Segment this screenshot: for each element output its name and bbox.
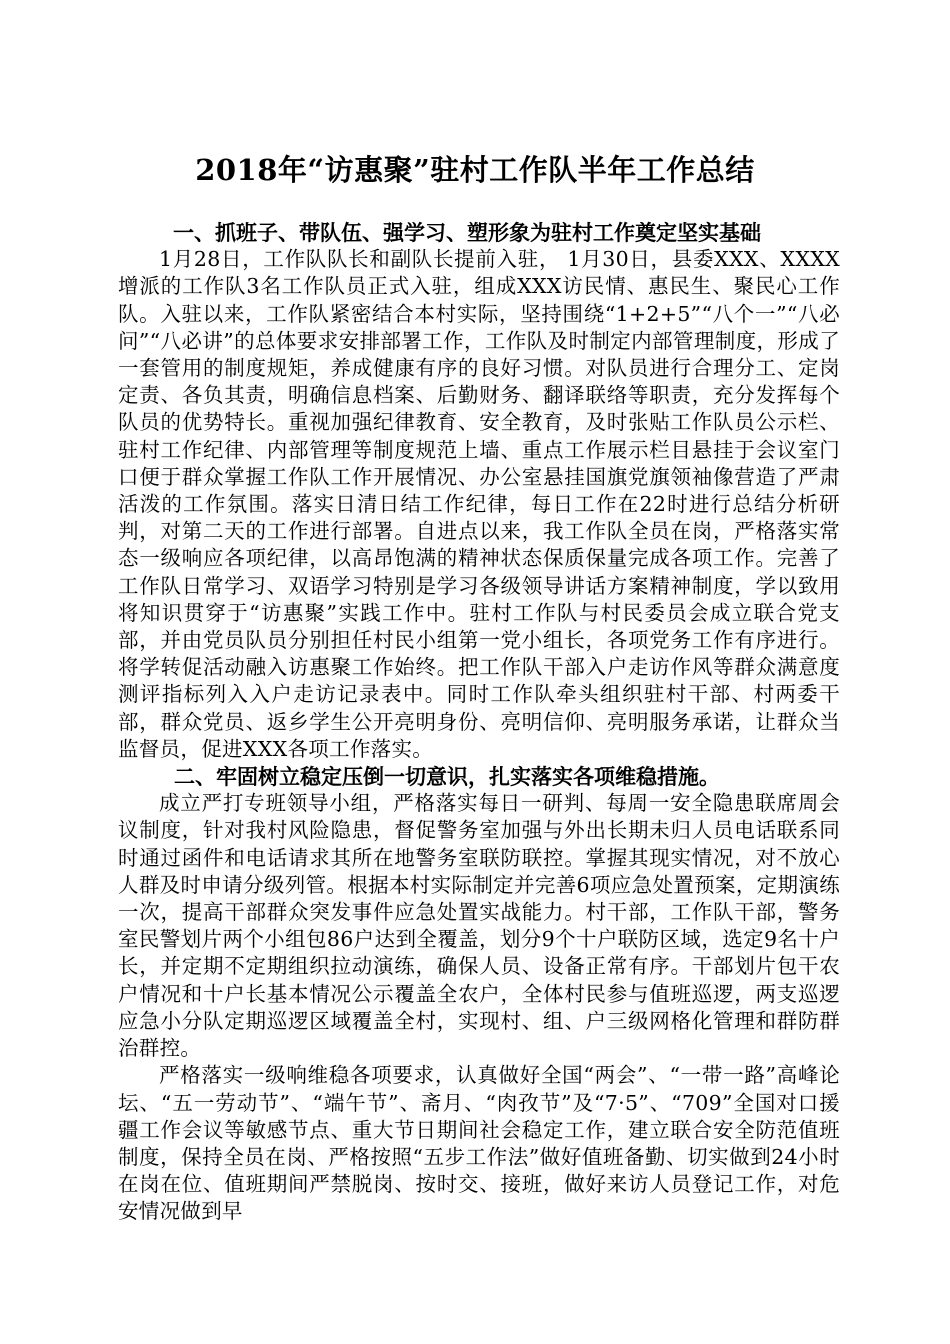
section-2-paragraph-1: 成立严打专班领导小组，严格落实每日一研判、每周一安全隐患联席周会议制度，针对我村风险隐患，督促警务室加强与外出长期未归人员电话联系同时通过函件和电话请求其所在地警务室联防联控。掌握其现实情况，对不放心人群及时申请分级列管。根据本村实际制定并完善6项应急处置预案，定期演练一次，提高干部群众突发事件应急处置实战能力。村干部，工作队干部，警务室民警划片两个小组包86户达到全覆盖，划分9个十户联防区域，选定9名十户长，并定期不定期组织拉动演练，确保人员、设备正常有序。干部划片包干农户情况和十户长基本情况公示覆盖全农户，全体村民参与值班巡逻，两支巡逻应急小分队定期巡逻区域覆盖全村，实现村、组、户三级网格化管理和群防群治群控。 (118, 791, 840, 1061)
document-body (118, 219, 840, 1226)
section-2-paragraph-2: 严格落实一级响维稳各项要求，认真做好全国“两会”、“一带一路”高峰论坛、“五一劳动节”、“端午节”、斋月、“肉孜节”及“7·5”、“709”全国对口援疆工作会议等敏感节点、重大节日期间社会稳定工作，建立联合安全防范值班制度，保持全员在岗、严格按照“五步工作法”做好值班备勤、切实做到24小时在岗在位、值班期间严禁脱岗、按时交、接班，做好来访人员登记工作，对危安情况做到早 (118, 1063, 840, 1224)
section-1-paragraph-1: 1月28日，工作队队长和副队长提前入驻， 1月30日，县委XXX、XXXX增派的工作队3名工作队员正式入驻，组成XXX访民情、惠民生、聚民心工作队。入驻以来，工作队紧密结合本村实际，坚持围绕“1+2+5”“八个一”“八必问”“八必讲”的总体要求安排部署工作，工作队及时制定内部管理制度，形成了一套管用的制度规矩，养成健康有序的良好习惯。对队员进行合理分工、定岗定责、各负其责，明确信息档案、后勤财务、翻译联络等职责，充分发挥每个队员的优势特长。重视加强纪律教育、安全教育，及时张贴工作队员公示栏、驻村工作纪律、内部管理等制度规范上墙、重点工作展示栏目悬挂于会议室门口便于群众掌握工作队工作开展情况、办公室悬挂国旗党旗领袖像营造了严肃活泼的工作氛围。落实日清日结工作纪律，每日工作在22时进行总结分析研判，对第二天的工作进行部署。自进点以来，我工作队全员在岗，严格落实常态一级响应各项纪律，以高昂饱满的精神状态保质保量完成各项工作。完善了工作队日常学习、双语学习特别是学习各级领导讲话方案精神制度，学以致用将知识贯穿于“访惠聚”实践工作中。驻村工作队与村民委员会成立联合党支部，并由党员队员分别担任村民小组第一党小组长，各项党务工作有序进行。将学转促活动融入访惠聚工作始终。把工作队干部入户走访作风等群众满意度测评指标列入入户走访记录表中。同时工作队牵头组织驻村干部、村两委干部，群众党员、返乡学生公开亮明身份、亮明信仰、亮明服务承诺，让群众当监督员，促进XXX各项工作落实。 (118, 247, 840, 761)
section-heading-1: 一、抓班子、带队伍、强学习、塑形象为驻村工作奠定坚实基础 (173, 220, 761, 245)
document-title: 2018年“访惠聚”驻村工作队半年工作总结 (195, 153, 755, 187)
section-heading-2: 二、牢固树立稳定压倒一切意识，扎实落实各项维稳措施。 (174, 764, 720, 790)
